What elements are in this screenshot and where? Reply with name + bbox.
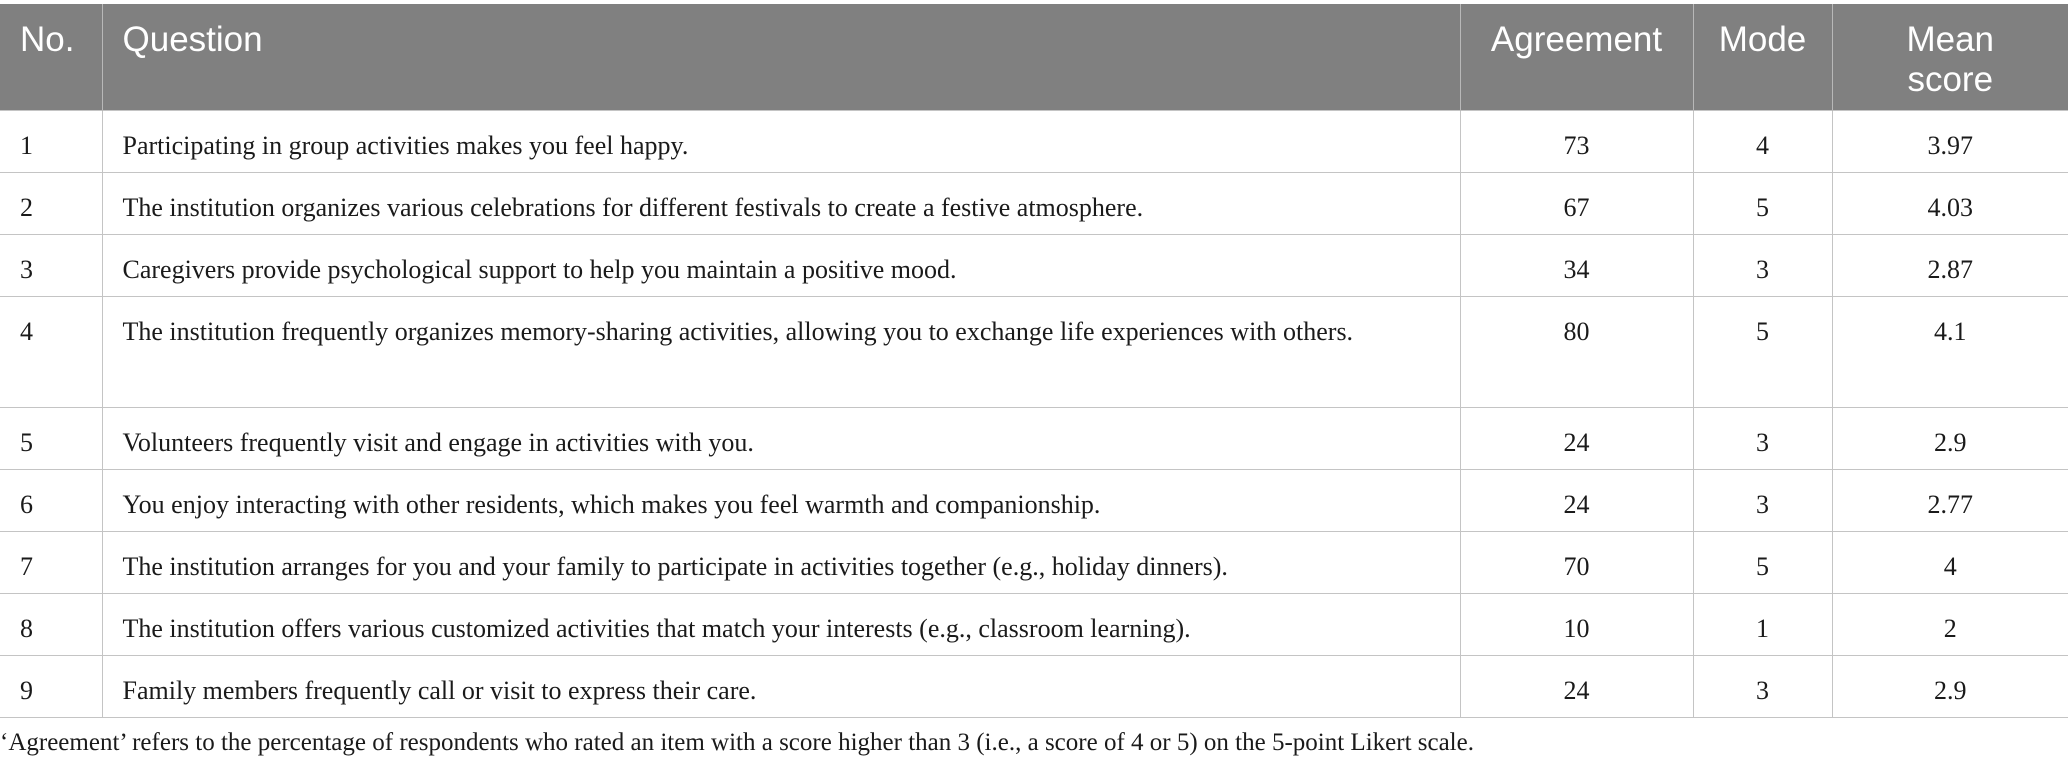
cell-mean: 4 (1832, 532, 2068, 594)
table-row (0, 297, 2068, 408)
cell-no: 1 (0, 111, 102, 173)
cell-mean: 2.87 (1832, 235, 2068, 297)
table-header (0, 4, 2068, 111)
survey-table (0, 4, 2068, 718)
cell-question: Participating in group activities makes you feel happy. (102, 111, 1460, 173)
cell-mode: 5 (1693, 297, 1832, 408)
cell-mode: 3 (1693, 235, 1832, 297)
cell-mean: 2 (1832, 594, 2068, 656)
cell-mode: 5 (1693, 173, 1832, 235)
header-mean-line1: Mean (1906, 20, 1995, 59)
cell-agreement: 24 (1460, 408, 1693, 470)
cell-mean: 2.77 (1832, 470, 2068, 532)
cell-mode: 3 (1693, 470, 1832, 532)
cell-question: The institution frequently organizes memory-sharing activities, allowing you to exchange life experiences with others. (102, 297, 1460, 408)
cell-agreement: 70 (1460, 532, 1693, 594)
table-row (0, 532, 2068, 594)
cell-no: 3 (0, 235, 102, 297)
header-agreement: Agreement (1460, 4, 1693, 111)
table-row (0, 173, 2068, 235)
cell-question: Volunteers frequently visit and engage in activities with you. (102, 408, 1460, 470)
cell-agreement: 34 (1460, 235, 1693, 297)
cell-no: 8 (0, 594, 102, 656)
cell-question: The institution organizes various celebrations for different festivals to create a festive atmosphere. (102, 173, 1460, 235)
header-question: Question (102, 4, 1460, 111)
cell-agreement: 67 (1460, 173, 1693, 235)
header-mean-score (1832, 4, 2068, 111)
cell-agreement: 24 (1460, 470, 1693, 532)
cell-no: 7 (0, 532, 102, 594)
cell-agreement: 24 (1460, 656, 1693, 718)
table-footnote: ‘Agreement’ refers to the percentage of respondents who rated an item with a score higher than 3 (i.e., a score of 4 or 5) on the 5-point Likert scale. (0, 729, 1474, 756)
cell-mode: 3 (1693, 408, 1832, 470)
cell-agreement: 10 (1460, 594, 1693, 656)
table-row (0, 656, 2068, 718)
cell-mode: 1 (1693, 594, 1832, 656)
table-row (0, 470, 2068, 532)
header-mean-line2: score (1907, 60, 1994, 99)
table-row (0, 235, 2068, 297)
header-row (0, 4, 2068, 111)
cell-no: 4 (0, 297, 102, 408)
header-no: No. (0, 4, 102, 111)
table-body (0, 111, 2068, 718)
cell-mean: 3.97 (1832, 111, 2068, 173)
survey-table-container (0, 4, 2068, 718)
header-mode: Mode (1693, 4, 1832, 111)
cell-mean: 4.03 (1832, 173, 2068, 235)
cell-mode: 5 (1693, 532, 1832, 594)
cell-mean: 4.1 (1832, 297, 2068, 408)
cell-question: Caregivers provide psychological support to help you maintain a positive mood. (102, 235, 1460, 297)
cell-agreement: 80 (1460, 297, 1693, 408)
cell-question: The institution offers various customized activities that match your interests (e.g., classroom learning). (102, 594, 1460, 656)
cell-mode: 4 (1693, 111, 1832, 173)
cell-mean: 2.9 (1832, 408, 2068, 470)
cell-question: Family members frequently call or visit to express their care. (102, 656, 1460, 718)
cell-mode: 3 (1693, 656, 1832, 718)
cell-agreement: 73 (1460, 111, 1693, 173)
table-row (0, 111, 2068, 173)
cell-no: 6 (0, 470, 102, 532)
cell-no: 2 (0, 173, 102, 235)
cell-no: 9 (0, 656, 102, 718)
cell-question: You enjoy interacting with other residents, which makes you feel warmth and companionship. (102, 470, 1460, 532)
cell-question: The institution arranges for you and your family to participate in activities together (e.g., holiday dinners). (102, 532, 1460, 594)
cell-no: 5 (0, 408, 102, 470)
table-row (0, 408, 2068, 470)
cell-mean: 2.9 (1832, 656, 2068, 718)
table-row (0, 594, 2068, 656)
